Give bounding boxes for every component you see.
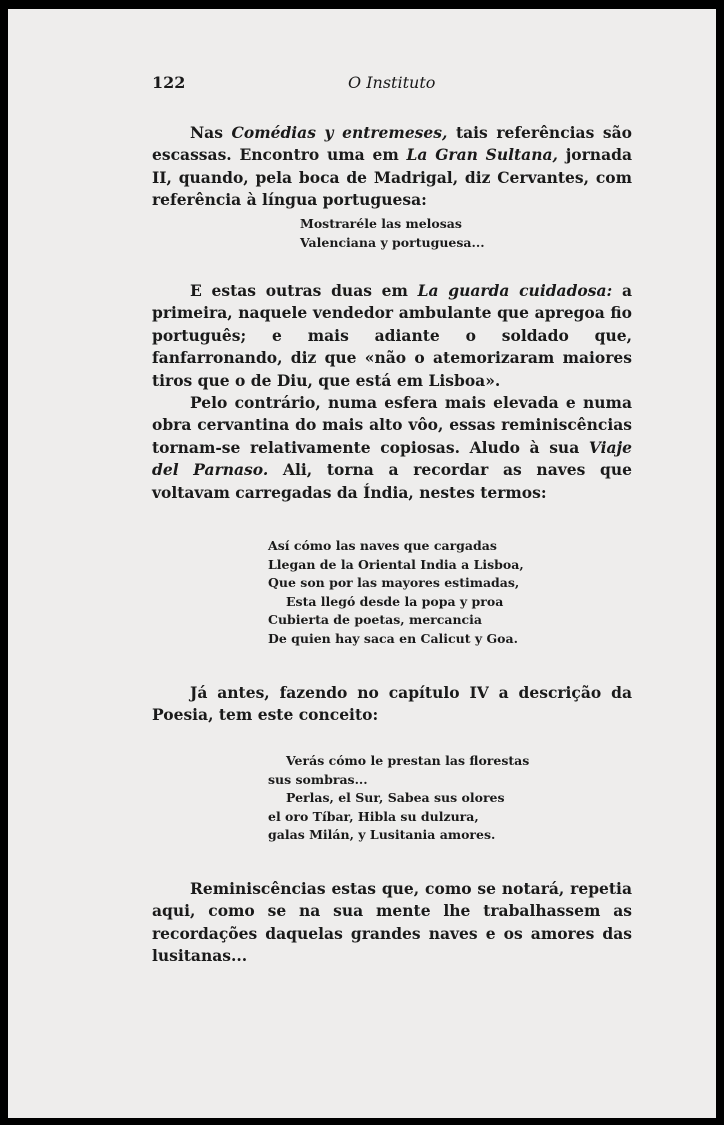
page-number: 122: [152, 73, 186, 92]
italic-title: Viaje del Parnaso.: [152, 437, 632, 480]
text-span: Ali, torna a recordar as naves que voltavam carregadas da Índia, nestes termos:: [152, 460, 632, 502]
verse-line: Esta llegó desde la popa y proa: [286, 593, 504, 609]
verse-2: [268, 537, 568, 649]
paragraph-3: [152, 392, 632, 504]
verse-line: Mostraréle las melosas: [300, 216, 462, 231]
verse-line: De quien hay saca en Calicut y Goa.: [268, 630, 518, 646]
paragraph-1: [152, 122, 632, 212]
text-span: Nas: [190, 123, 232, 142]
text-span: tais referências são escassas. Encontro uma em: [152, 123, 632, 165]
italic-title: La Gran Sultana,: [406, 145, 558, 165]
italic-title: La guarda cuidadosa:: [417, 281, 613, 300]
paragraph-2: [152, 280, 632, 392]
verse-3: [268, 752, 568, 845]
verse-line: Cubierta de poetas, mercancia: [268, 612, 483, 628]
verse-line: Valenciana y portuguesa...: [300, 234, 485, 250]
verse-line: Llegan de la Oriental India a Lisboa,: [268, 556, 524, 572]
text-span: Pelo contrário, numa esfera mais elevada e numa obra cervantina do mais alto vôo, essas reminiscências tornam-se relativamente copiosas. Aludo à sua: [152, 393, 632, 457]
text-span: a primeira, naquele vendedor ambulante que apregoa fio português; e mais adiante o soldado que, fanfarronando, diz que «não o atemorizaram maiores tiros que o de Diu, que está em Lisboa».: [152, 281, 632, 390]
italic-title: Comédias y entremeses,: [231, 123, 448, 142]
paragraph-4: Já antes, fazendo no capítulo IV a descrição da Poesia, tem este conceito:: [152, 683, 632, 725]
verse-line: Verás cómo le prestan las florestas: [286, 753, 530, 768]
verse-line: Perlas, el Sur, Sabea sus olores: [286, 790, 505, 806]
verse-line: el oro Tíbar, Hibla su dulzura,: [268, 808, 479, 824]
verse-line: sus sombras...: [268, 771, 368, 787]
text-span: jornada II, quando, pela boca de Madrigal, diz Cervantes, com referência à língua portuguesa:: [152, 145, 633, 210]
verse-line: Que son por las mayores estimadas,: [268, 575, 520, 591]
text-span: E estas outras duas em: [190, 281, 418, 300]
page-header: [152, 73, 630, 97]
paragraph-5: Reminiscências estas que, como se notará, repetia aqui, como se na sua mente lhe trabalhassem as recordações daquelas grandes naves e os amores das lusitanas...: [152, 879, 632, 966]
verse-line: galas Milán, y Lusitania amores.: [268, 827, 496, 843]
verse-line: Así cómo las naves que cargadas: [268, 538, 497, 553]
verse-1: [300, 215, 560, 252]
running-title: O Instituto: [348, 73, 436, 92]
